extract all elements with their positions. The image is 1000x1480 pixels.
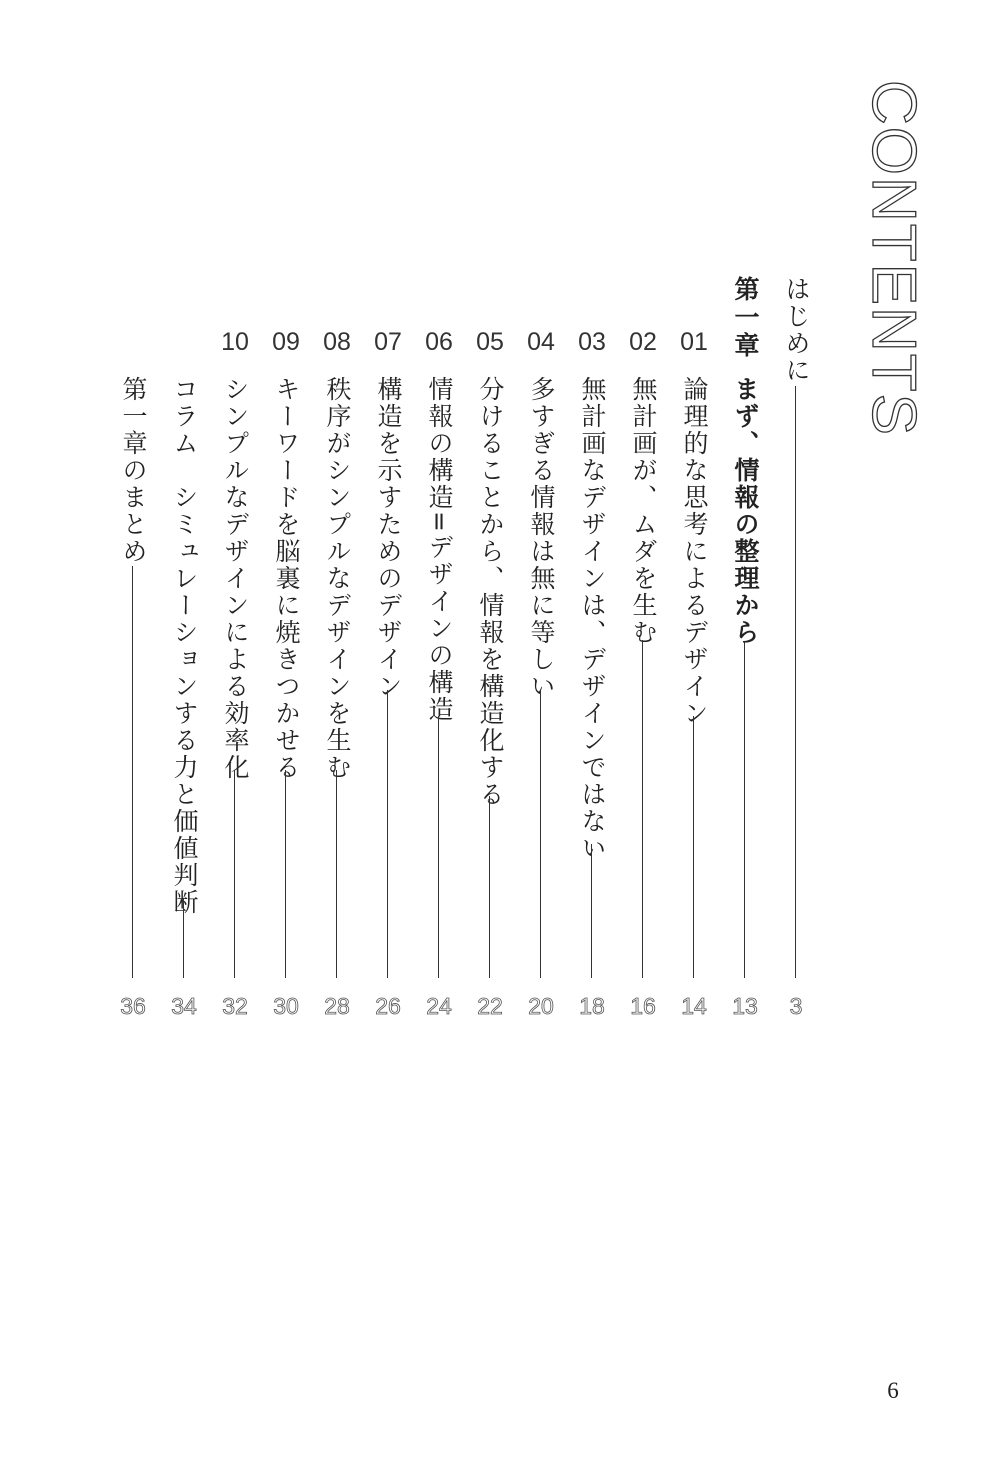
toc-entry-10[interactable] [215,0,255,1030]
toc-entry-02[interactable] [623,0,663,1030]
toc-entry-page: 13 [732,993,758,1019]
leader-line [795,386,796,978]
toc-entry-title: 第一章のまとめ [119,376,148,565]
leader-line [234,770,235,978]
toc-entry-page: 34 [171,993,197,1019]
leader-line [438,716,439,978]
toc-entry-page: 3 [789,993,803,1019]
toc-entry-intro[interactable] [776,0,816,1030]
section-number: 08 [323,328,351,356]
toc-entry-page: 28 [324,993,350,1019]
toc-entry-04[interactable] [521,0,561,1030]
toc-entry-title: 分けることから、情報を構造化する [476,376,505,808]
toc-entry-05[interactable] [470,0,510,1030]
toc-entry-title: キーワードを脳裏に焼きつかせる [272,376,301,781]
chapter-label: 第一章 [731,276,760,360]
leader-line [693,716,694,978]
toc-entry-title: 論理的な思考によるデザイン [680,376,709,727]
leader-line [387,690,388,978]
leader-line [336,770,337,978]
toc-entry-title: 無計画が、ムダを生む [629,376,658,646]
toc-entry-03[interactable] [572,0,612,1030]
leader-line [642,640,643,978]
section-number: 10 [221,328,249,356]
toc-entry-title: 多すぎる情報は無に等しい [527,376,556,700]
toc-entry-page: 18 [579,993,605,1019]
toc-entry-summary[interactable] [113,0,153,1030]
toc-entry-page: 24 [426,993,452,1019]
toc-entry-chapter-1[interactable] [725,0,765,1030]
toc-entry-page: 32 [222,993,248,1019]
toc-entry-page: 14 [681,993,707,1019]
toc-entry-page: 36 [120,993,146,1019]
toc-entry-title: 秩序がシンプルなデザインを生む [323,376,352,781]
leader-line [744,642,745,978]
toc-entry-page: 20 [528,993,554,1019]
leader-line [132,566,133,978]
toc-entry-title: まず、情報の整理から [731,376,760,646]
toc-entry-title: 無計画なデザインは、デザインではない [578,376,607,862]
toc-entry-page: 26 [375,993,401,1019]
toc-entry-page: 16 [630,993,656,1019]
toc-entry-title: シンプルなデザインによる効率化 [221,376,250,781]
section-number: 06 [425,328,453,356]
toc-entry-title: 構造を示すためのデザイン [374,376,403,700]
page-number: 6 [887,1378,899,1403]
toc-entry-06[interactable] [419,0,459,1030]
leader-line [489,796,490,978]
section-number: 03 [578,328,606,356]
contents-heading: CONTENTS [859,80,928,437]
section-number: 05 [476,328,504,356]
toc-entry-title: 情報の構造=デザインの構造 [425,376,454,723]
section-number: 02 [629,328,657,356]
toc-entry-08[interactable] [317,0,357,1030]
toc-entry-title: はじめに [782,276,811,384]
leader-line [285,770,286,978]
section-number: 07 [374,328,402,356]
leader-line [540,690,541,978]
toc-entry-title: コラム シミュレーションする力と価値判断 [170,376,199,916]
toc-entry-09[interactable] [266,0,306,1030]
toc-entry-page: 22 [477,993,503,1019]
toc-entry-07[interactable] [368,0,408,1030]
section-number: 04 [527,328,555,356]
leader-line [183,898,184,978]
section-number: 01 [680,328,708,356]
leader-line [591,844,592,978]
toc-entry-column[interactable] [164,0,204,1030]
toc-entry-01[interactable] [674,0,714,1030]
toc-entry-page: 30 [273,993,299,1019]
section-number: 09 [272,328,300,356]
